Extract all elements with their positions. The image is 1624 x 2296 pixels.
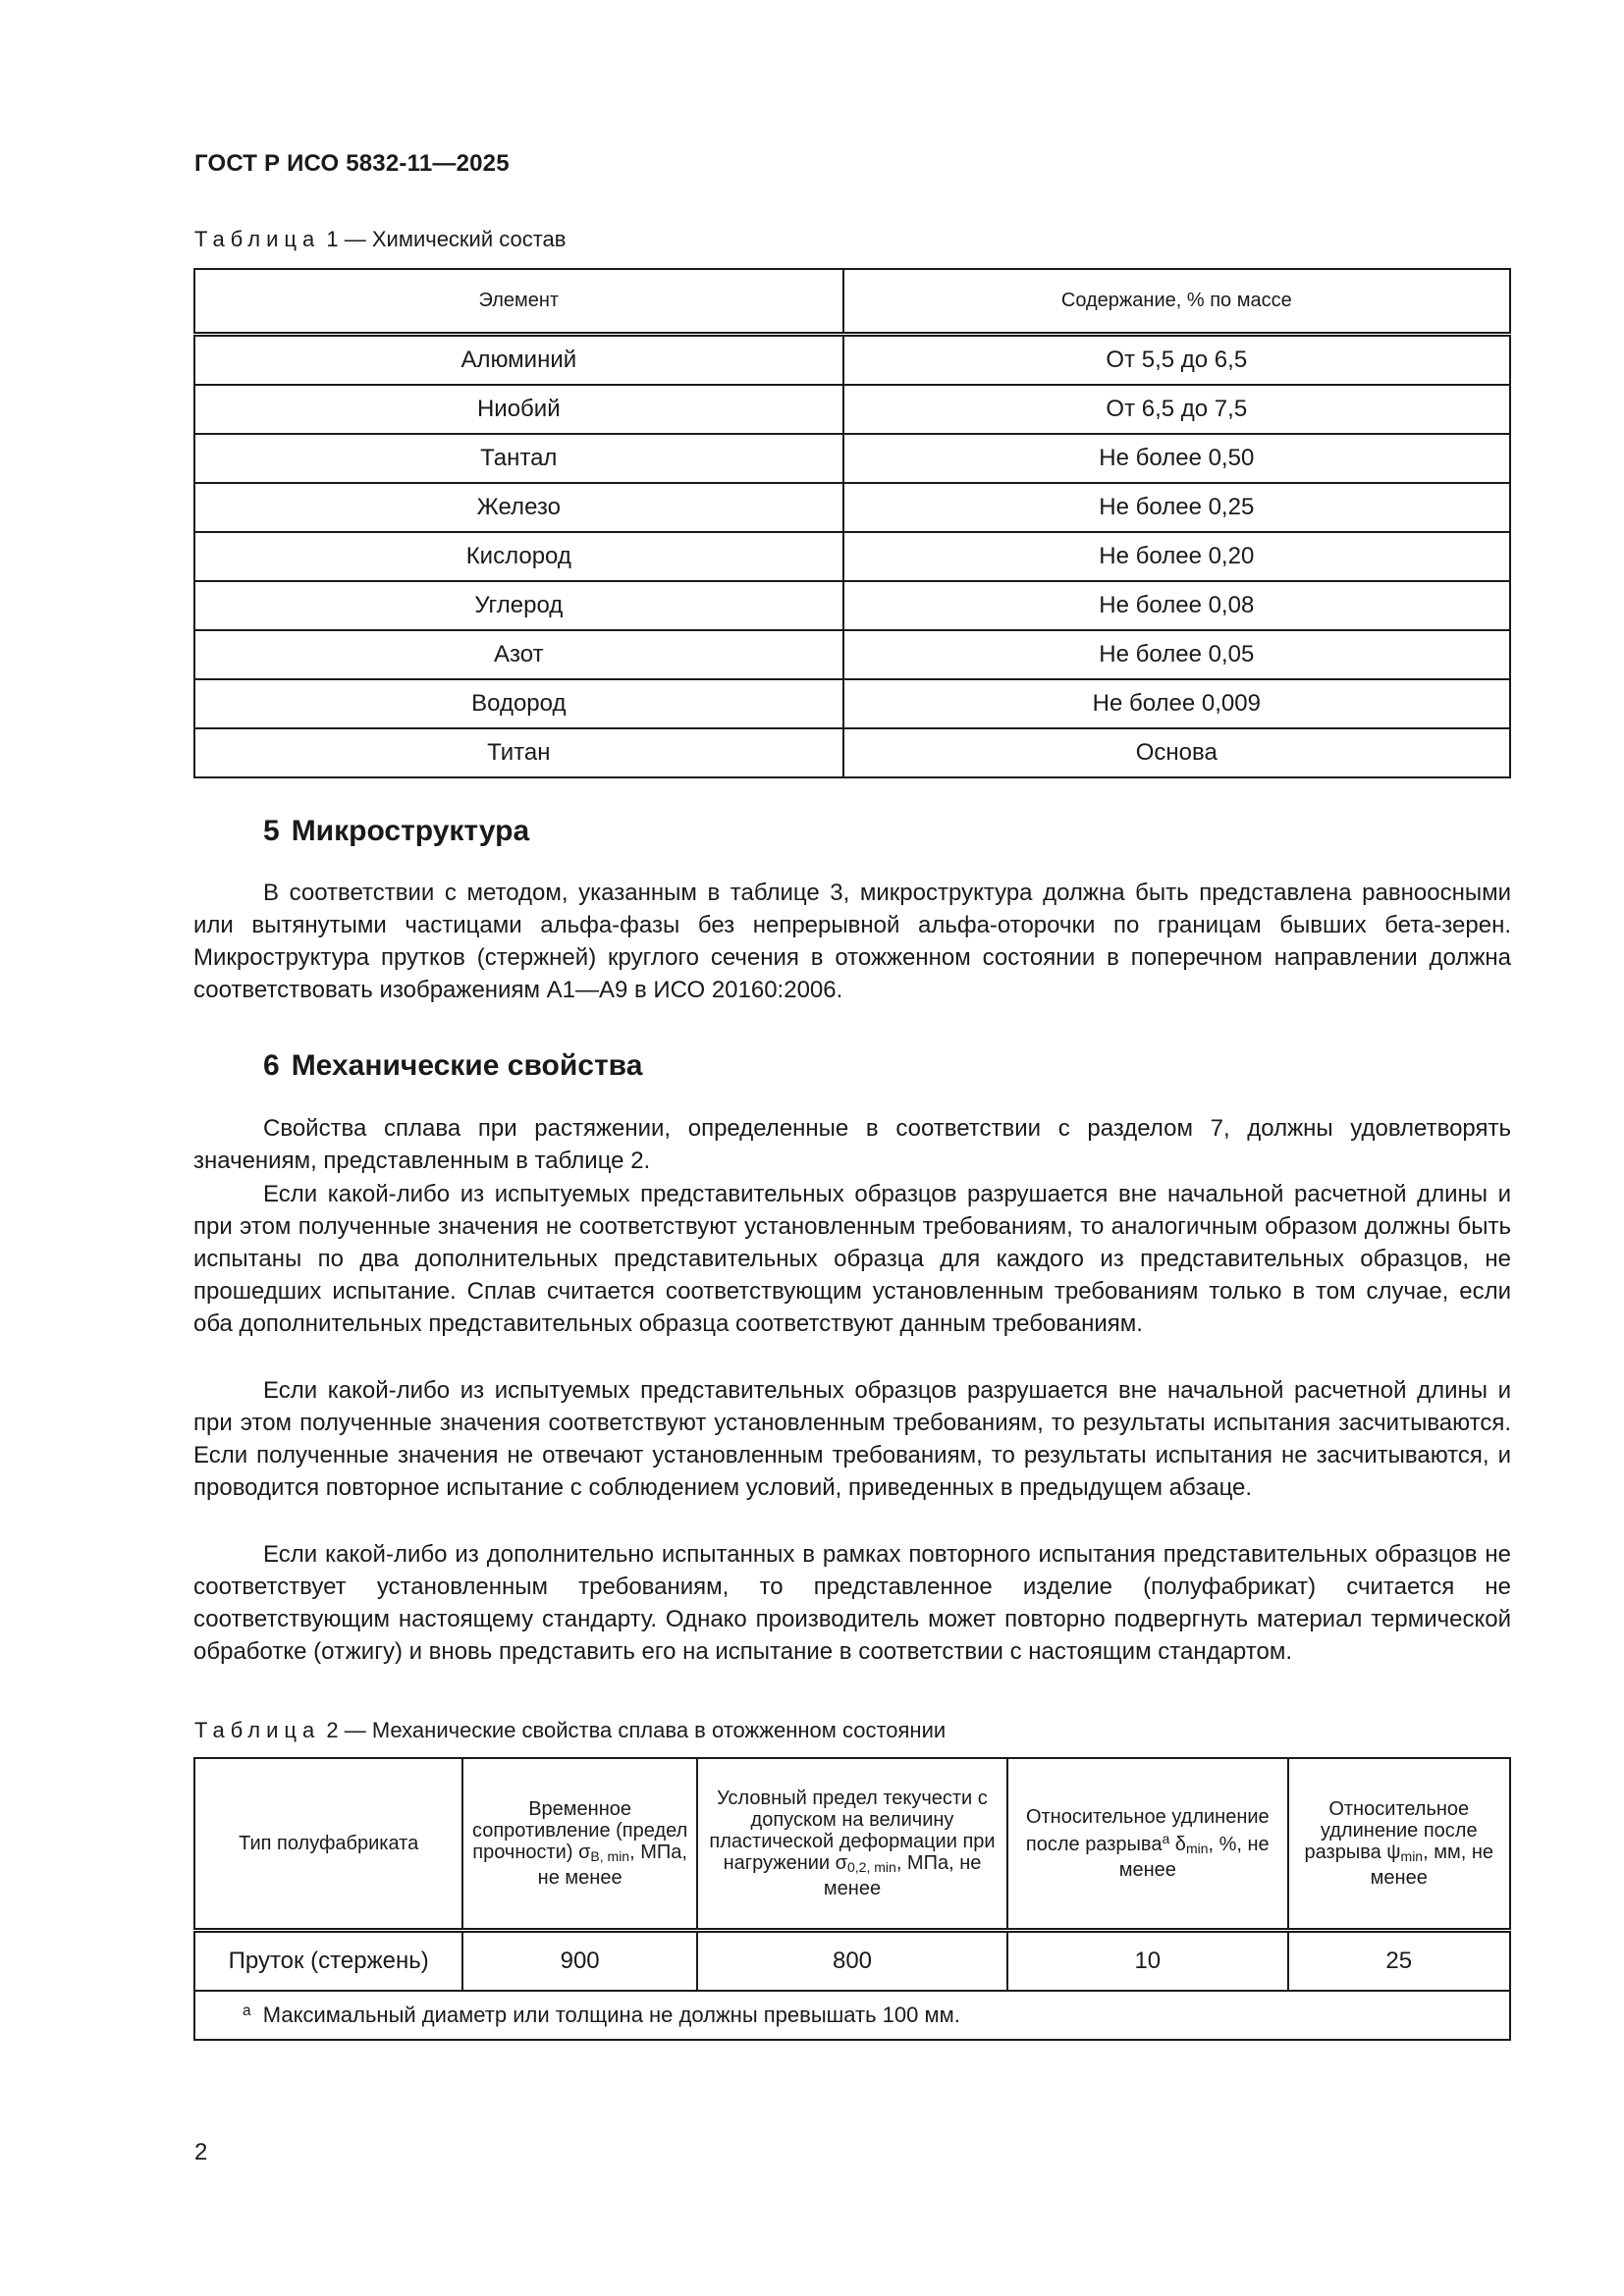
table-row <box>194 728 1510 777</box>
section-6-heading <box>263 1049 642 1083</box>
element-cell: Тантал <box>194 434 843 483</box>
section-5-paragraph: В соответствии с методом, указанным в таблице 3, микроструктура должна быть представлена равноосными или вытянутыми частицами альфа-фазы без непрерывной альфа-оторочки по границам бывших бета-зерен. Микроструктура прутков (стержней) круглого сечения в отожженном состоянии в поперечном направлении должна соответствовать изображениям А1—А9 в ИСО 20160:2006. <box>193 880 1511 1003</box>
reduction-cell: 25 <box>1288 1931 1510 1992</box>
page-number: 2 <box>194 2139 208 2165</box>
table1-caption <box>194 227 566 252</box>
section-5-heading <box>263 815 529 848</box>
column-header-elongation <box>1007 1758 1287 1931</box>
elongation-cell: 10 <box>1007 1931 1287 1992</box>
header-text: , мм, не менее <box>1370 1842 1493 1889</box>
footnote-marker: a <box>1162 1831 1170 1846</box>
table-row <box>194 335 1510 386</box>
element-cell: Ниобий <box>194 385 843 434</box>
header-text: Относительное удлинение после разрыва <box>1025 1806 1270 1855</box>
content-cell: От 6,5 до 7,5 <box>843 385 1510 434</box>
table-header-row <box>194 269 1510 335</box>
table-row <box>194 385 1510 434</box>
content-cell: Не более 0,08 <box>843 581 1510 630</box>
section-number: 6 <box>263 1049 280 1082</box>
header-text: δ <box>1169 1834 1186 1855</box>
content-cell: Основа <box>843 728 1510 777</box>
column-header-reduction <box>1288 1758 1510 1931</box>
section-6-paragraph-3: Если какой-либо из испытуемых представительных образцов разрушается вне начальной расчетной длины и при этом полученные значения соответствуют установленным требованиям, то результаты испытания засчитываются. Если полученные значения не отвечают установленным требованиям, то результаты испытания не засчитываются, и проводится повторное испытание с соблюдением условий, приведенных в предыдущем абзаце. <box>193 1377 1511 1501</box>
header-text: , %, не менее <box>1118 1834 1270 1881</box>
table-row <box>194 581 1510 630</box>
content-cell: Не более 0,20 <box>843 532 1510 581</box>
tensile-strength-cell: 900 <box>462 1931 697 1992</box>
document-header: ГОСТ Р ИСО 5832-11—2025 <box>194 150 510 177</box>
table1-caption-text: 1 — Химический состав <box>326 227 567 251</box>
header-subscript: 0,2, min <box>847 1859 896 1875</box>
chemical-composition-table <box>193 268 1511 778</box>
table-row <box>194 630 1510 679</box>
mechanical-properties-table <box>193 1757 1511 2041</box>
footnote-marker: a <box>243 2002 251 2019</box>
content-cell: Не более 0,009 <box>843 679 1510 728</box>
column-header-yield-strength <box>697 1758 1007 1931</box>
element-cell: Железо <box>194 483 843 532</box>
header-subscript: B, min <box>590 1848 630 1864</box>
element-cell: Титан <box>194 728 843 777</box>
table2-caption-word: Таблица <box>194 1718 321 1742</box>
content-cell: Не более 0,50 <box>843 434 1510 483</box>
content-cell: Не более 0,25 <box>843 483 1510 532</box>
section-title: Механические свойства <box>291 1049 643 1082</box>
table-row <box>194 434 1510 483</box>
element-cell: Алюминий <box>194 335 843 386</box>
table2-caption <box>194 1718 946 1743</box>
table2-caption-text: 2 — Механические свойства сплава в отожженном состоянии <box>326 1718 947 1742</box>
column-header-product-type: Тип полуфабриката <box>194 1758 462 1931</box>
element-cell: Водород <box>194 679 843 728</box>
footnote-text: Максимальный диаметр или толщина не должны превышать 100 мм. <box>262 2002 960 2027</box>
content-cell: От 5,5 до 6,5 <box>843 335 1510 386</box>
table-header-row <box>194 1758 1510 1931</box>
header-subscript: min <box>1400 1848 1424 1864</box>
yield-strength-cell: 800 <box>697 1931 1007 1992</box>
header-text: , МПа, не менее <box>537 1842 687 1889</box>
header-text: , МПа, не менее <box>823 1852 982 1899</box>
header-text: Относительное удлинение после разрыва ψ <box>1304 1798 1478 1863</box>
section-6-paragraph-1: Свойства сплава при растяжении, определенные в соответствии с разделом 7, должны удовлетворять значениям, представленным в таблице 2. <box>193 1115 1511 1174</box>
product-type-cell: Пруток (стержень) <box>194 1931 462 1992</box>
header-text: Временное сопротивление (предел прочности) σ <box>471 1798 688 1863</box>
table-row <box>194 679 1510 728</box>
element-cell: Углерод <box>194 581 843 630</box>
header-subscript: min <box>1185 1841 1209 1856</box>
element-cell: Кислород <box>194 532 843 581</box>
section-number: 5 <box>263 815 280 847</box>
column-header-element: Элемент <box>194 269 843 335</box>
footnote-cell <box>194 1991 1510 2040</box>
table-row <box>194 483 1510 532</box>
section-6-paragraph-4: Если какой-либо из дополнительно испытанных в рамках повторного испытания представительных образцов не соответствует установленным требованиям, то представленное изделие (полуфабрикат) считается не соответствующим настоящему стандарту. Однако производитель может повторно подвергнуть материал термической обработке (отжигу) и вновь представить его на испытание в соответствии с настоящим стандартом. <box>193 1541 1511 1665</box>
content-cell: Не более 0,05 <box>843 630 1510 679</box>
column-header-content: Содержание, % по массе <box>843 269 1510 335</box>
table-row <box>194 532 1510 581</box>
footnote-row <box>194 1991 1510 2040</box>
section-6-paragraph-2: Если какой-либо из испытуемых представительных образцов разрушается вне начальной расчетной длины и при этом полученные значения не соответствуют установленным требованиям, то аналогичным образом должны быть испытаны по два дополнительных представительных образца для каждого из представительных образцов, не прошедших испытание. Сплав считается соответствующим установленным требованиям только в том случае, если оба дополнительных представительных образца соответствуют данным требованиям. <box>193 1181 1511 1337</box>
table1-caption-word: Таблица <box>194 227 321 251</box>
header-text: Условный предел текучести с допуском на величину пластической деформации при нагружении σ <box>709 1788 996 1874</box>
column-header-tensile-strength <box>462 1758 697 1931</box>
element-cell: Азот <box>194 630 843 679</box>
table-row <box>194 1931 1510 1992</box>
section-title: Микроструктура <box>291 815 530 847</box>
